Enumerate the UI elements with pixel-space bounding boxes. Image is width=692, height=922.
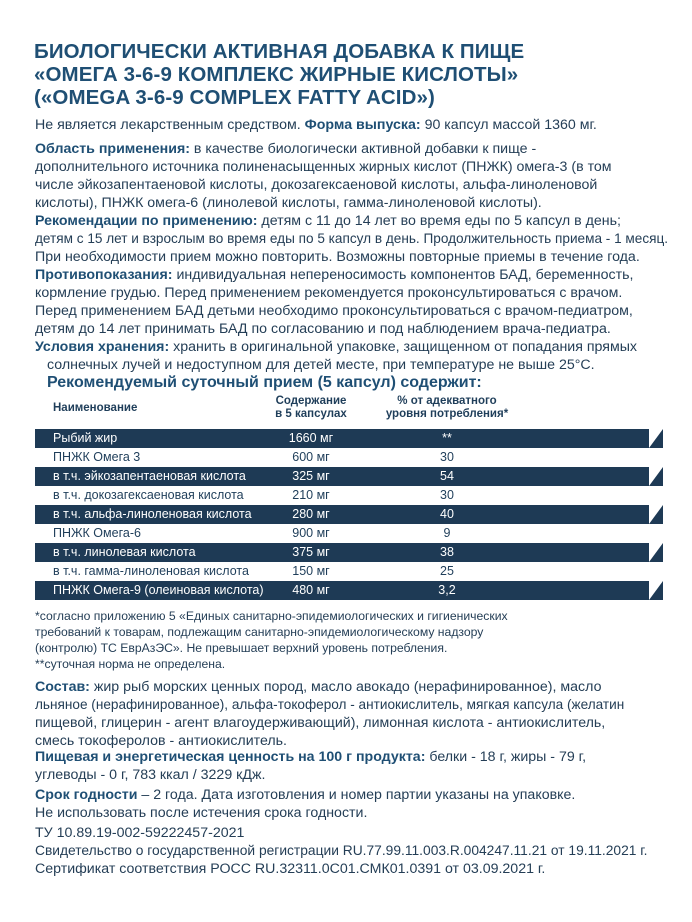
shelf-life-text: – 2 года. Дата изготовления и номер партии указаны на упаковке. [141, 787, 576, 803]
table-row [35, 524, 663, 543]
conformity-certificate: Сертификат соответствия РОСС RU.32311.0C01.СМК01.0391 от 03.09.2021 г. [35, 861, 546, 877]
row-name: в т.ч. линолевая кислота [53, 545, 196, 559]
row-name: ПНЖК Омега 3 [53, 450, 141, 464]
recommendations-block [35, 212, 669, 266]
row-name: ПНЖК Омега-9 (олеиновая кислота) [53, 583, 264, 597]
recommendations-text: детям с 15 лет и взрослым во время еды по 5 капсул в день. Продолжительность приема - 1 месяц. [35, 231, 669, 246]
title-line: («OMEGA 3-6-9 COMPLEX FATTY ACID») [34, 86, 435, 109]
form-label: Форма выпуска: [304, 117, 421, 133]
row-percent: 40 [440, 507, 454, 521]
row-content: 1660 мг [288, 431, 334, 445]
row-percent: 9 [443, 526, 451, 540]
row-content: 280 мг [292, 507, 330, 521]
recommendations-text: детям с 11 до 14 лет во время еды по 5 капсул в день; [261, 213, 621, 229]
contraindications-block [35, 266, 665, 338]
footnotes [35, 608, 665, 672]
composition-label: Состав: [35, 679, 90, 695]
table-row [35, 486, 663, 505]
composition-text: смесь токоферолов - антиокислитель. [35, 733, 287, 749]
table-row [35, 562, 663, 581]
storage-block [35, 338, 665, 374]
footnote-line: *согласно приложению 5 «Единых санитарно-эпидемиологических и гигиенических [35, 609, 508, 623]
row-name: в т.ч. альфа-линоленовая кислота [53, 507, 252, 521]
row-percent: ** [442, 431, 452, 445]
footnote-line: (контролю) ТС ЕврАзЭС». Не превышает верхний уровень потребления. [35, 641, 448, 655]
row-percent: 30 [440, 450, 454, 464]
contraindications-text: индивидуальная непереносимость компонентов БАД, беременность, [176, 267, 634, 283]
row-content: 150 мг [292, 564, 330, 578]
column-header-name: Наименование [53, 402, 138, 414]
form-value: 90 капсул массой 1360 мг. [424, 117, 597, 133]
row-name: ПНЖК Омега-6 [53, 526, 141, 540]
composition-text: льняное (нерафинированное), альфа-токоферол - антиокислитель, мягкая капсула (желатин [35, 697, 625, 712]
row-percent: 25 [440, 564, 454, 578]
contraindications-text: кормление грудью. Перед применением рекомендуется проконсультироваться с врачом. [35, 285, 623, 301]
table-row [35, 505, 663, 524]
row-percent: 54 [440, 469, 454, 483]
registration-certificate: Свидетельство о государственной регистрации RU.77.99.11.003.R.004247.11.21 от 19.11.2021 г. [35, 843, 648, 858]
contraindications-label: Противопоказания: [35, 267, 173, 283]
footnote-line: требований к товарам, подлежащим санитарно-эпидемиологическому надзору [35, 625, 484, 639]
column-header-text: уровня потребления* [385, 408, 509, 420]
table-header [35, 392, 663, 428]
column-header-percent [381, 395, 513, 421]
row-content: 210 мг [292, 488, 330, 502]
application-text: числе эйкозапентаеновой кислоты, докозагексаеновой кислоты, альфа-линоленовой [35, 177, 598, 193]
column-header-text: в 5 капсулах [275, 408, 347, 420]
shelf-life-block [35, 786, 665, 822]
column-header-text: Содержание [275, 395, 347, 407]
storage-label: Условия хранения: [35, 339, 170, 355]
row-name: Рыбий жир [53, 431, 118, 445]
application-block [35, 140, 665, 212]
nutrition-label: Пищевая и энергетическая ценность на 100 г продукта: [35, 749, 426, 765]
table-row [35, 448, 663, 467]
recommendations-text: При необходимости прием можно повторить. Возможны повторные приемы в течение года. [35, 249, 640, 265]
row-percent: 38 [440, 545, 454, 559]
title-line: «ОМЕГА 3-6-9 КОМПЛЕКС ЖИРНЫЕ КИСЛОТЫ» [34, 63, 519, 86]
table-row [35, 429, 663, 448]
intro-block [35, 116, 665, 134]
certificates-block [35, 824, 665, 878]
nutrition-text: углеводы - 0 г, 783 ккал / 3229 кДж. [35, 767, 266, 783]
composition-text: жир рыб морских ценных пород, масло авокадо (нерафинированное), масло [93, 679, 602, 695]
nutrition-block [35, 748, 665, 784]
row-name: в т.ч. эйкозапентаеновая кислота [53, 469, 246, 483]
column-header-content [267, 395, 355, 421]
contraindications-text: Перед применением БАД детьми необходимо проконсультироваться с врачом-педиатром, [35, 303, 633, 319]
intro-text: Не является лекарственным средством. [35, 117, 301, 133]
nutrition-text: белки - 18 г, жиры - 79 г, [429, 749, 587, 765]
table-row [35, 467, 663, 486]
title-line: БИОЛОГИЧЕСКИ АКТИВНАЯ ДОБАВКА К ПИЩЕ [34, 40, 525, 63]
row-name: в т.ч. гамма-линоленовая кислота [53, 564, 249, 578]
contraindications-text: детям до 14 лет принимать БАД по согласованию и под наблюдением врача-педиатра. [35, 321, 611, 337]
row-content: 900 мг [292, 526, 330, 540]
column-header-text: % от адекватного [397, 395, 497, 407]
row-content: 325 мг [292, 469, 330, 483]
shelf-life-text: Не использовать после истечения срока годности. [35, 805, 368, 821]
row-content: 375 мг [292, 545, 330, 559]
storage-text: хранить в оригинальной упаковке, защищенном от попадания прямых [173, 339, 637, 355]
application-text: кислоты), ПНЖК омега-6 (линолевой кислоты, гамма-линоленовой кислоты). [35, 195, 542, 211]
row-content: 480 мг [292, 583, 330, 597]
row-content: 600 мг [292, 450, 330, 464]
daily-intake-title: Рекомендуемый суточный прием (5 капсул) содержит: [47, 374, 482, 391]
storage-text: солнечных лучей и недоступном для детей месте, при температуре не выше 25°С. [47, 357, 595, 373]
application-text: дополнительного источника полиненасыщенных жирных кислот (ПНЖК) омега-3 (в том [35, 159, 612, 175]
row-percent: 30 [440, 488, 454, 502]
footnote-line: **суточная норма не определена. [35, 657, 226, 671]
shelf-life-label: Срок годности [35, 787, 138, 803]
intake-table [35, 429, 663, 600]
tu-code: ТУ 10.89.19-002-59222457-2021 [35, 825, 245, 841]
recommendations-label: Рекомендации по применению: [35, 213, 258, 229]
composition-block [35, 678, 665, 750]
application-label: Область применения: [35, 141, 190, 157]
application-text: в качестве биологически активной добавки к пище - [193, 141, 537, 157]
product-title [34, 40, 524, 109]
row-percent: 3,2 [438, 583, 456, 597]
composition-text: пищевой, глицерин - агент влагоудерживающий), лимонная кислота - антиокислитель, [35, 715, 606, 731]
table-row [35, 543, 663, 562]
table-row [35, 581, 663, 600]
row-name: в т.ч. докозагексаеновая кислота [53, 488, 244, 502]
